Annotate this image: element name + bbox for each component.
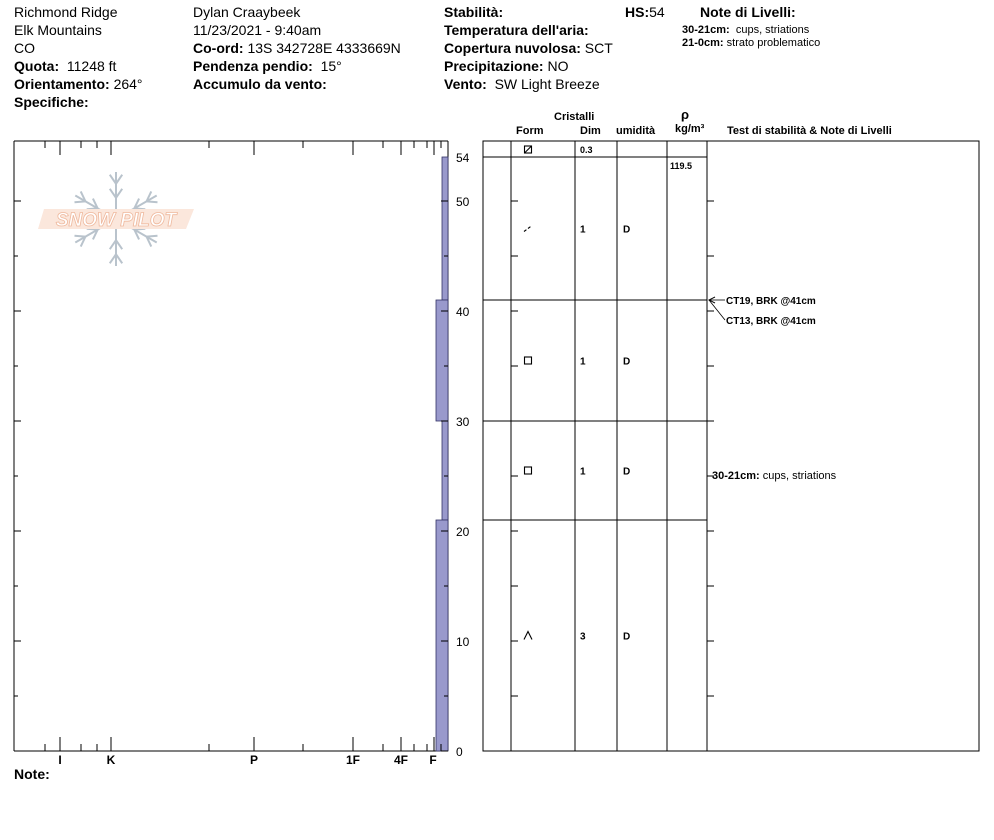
depth-label: 40 bbox=[456, 305, 470, 319]
depth-label: 20 bbox=[456, 525, 470, 539]
wind-loading-label: Accumulo da vento: bbox=[193, 76, 327, 92]
location-name: Richmond Ridge bbox=[14, 4, 118, 20]
layer-note-2-range: 21-0cm: bbox=[682, 37, 724, 49]
moisture-value: D bbox=[623, 356, 631, 368]
sky-label: Copertura nuvolosa: bbox=[444, 40, 581, 56]
surface-grain-size: 0.3 bbox=[580, 145, 593, 155]
wind-value: SW Light Breeze bbox=[494, 76, 600, 92]
hs-label: HS: bbox=[625, 4, 650, 20]
sky-value: SCT bbox=[584, 40, 613, 56]
hardness-bars bbox=[436, 157, 448, 751]
state: CO bbox=[14, 40, 35, 56]
depth-hoar-icon bbox=[524, 632, 532, 640]
hardness-label: K bbox=[106, 753, 116, 767]
decomposing-fragments-icon bbox=[524, 226, 532, 232]
faceted-crystals-icon bbox=[525, 357, 532, 364]
cristalli-header: Cristalli bbox=[554, 111, 595, 123]
hardness-label: F bbox=[429, 753, 437, 767]
layer-comment bbox=[712, 470, 837, 482]
specifics-label: Specifiche: bbox=[14, 94, 89, 110]
moisture-value: D bbox=[623, 466, 631, 478]
grain-size-value: 1 bbox=[580, 356, 586, 368]
slope-label: Pendenza pendio: bbox=[193, 58, 313, 74]
observer-name: Dylan Craaybeek bbox=[193, 4, 301, 20]
snowflake-branch bbox=[75, 236, 86, 237]
tests-notes-header: Test di stabilità & Note di Livelli bbox=[727, 125, 892, 137]
mountain-range: Elk Mountains bbox=[14, 22, 102, 38]
slope-value: 15° bbox=[320, 58, 342, 74]
hs-value: 54 bbox=[649, 4, 665, 20]
snowpilot-logo bbox=[38, 172, 194, 266]
hardness-label: 4F bbox=[393, 753, 409, 767]
logo-text: SNOW PILOT bbox=[55, 210, 177, 231]
layer-note-1-text: cups, striations bbox=[735, 24, 810, 36]
hardness-bar-1 bbox=[442, 157, 448, 300]
stability-label: Stabilità: bbox=[444, 4, 504, 20]
snowflake-branch bbox=[75, 201, 86, 202]
air-temp-label: Temperatura dell'aria: bbox=[444, 22, 589, 38]
precip-label: Precipitazione: bbox=[444, 58, 544, 74]
rho-header: ρ bbox=[681, 107, 690, 122]
aspect-value: 264° bbox=[113, 76, 143, 92]
snowflake-branch bbox=[147, 201, 158, 202]
hardness-label: 1F bbox=[345, 753, 361, 767]
depth-label: 30 bbox=[456, 415, 470, 429]
stability-annotations bbox=[709, 296, 837, 482]
observation-datetime: 11/23/2021 - 9:40am bbox=[193, 22, 322, 38]
stability-test-leader bbox=[709, 300, 725, 320]
stability-test-label: CT13, BRK @41cm bbox=[726, 316, 816, 327]
layer-note-2-text: strato problematico bbox=[726, 37, 821, 49]
wind-label: Vento: bbox=[444, 76, 487, 92]
dim-header: Dim bbox=[580, 125, 601, 137]
layer-comment-text: cups, striations bbox=[762, 470, 837, 482]
hardness-bar-3 bbox=[442, 421, 448, 520]
faceted-crystals-icon bbox=[525, 467, 532, 474]
profile-table-frame bbox=[483, 141, 979, 751]
form-header: Form bbox=[516, 125, 544, 137]
elevation-value: 11248 ft bbox=[66, 58, 117, 74]
snowflake-branch bbox=[147, 236, 158, 237]
profile-table-layers bbox=[483, 145, 707, 643]
coord-value: 13S 342728E 4333669N bbox=[247, 40, 401, 56]
hardness-label: P bbox=[249, 753, 259, 767]
layer-note-1-range: 30-21cm: bbox=[682, 24, 730, 36]
elevation-label: Quota: bbox=[14, 58, 60, 74]
hardness-ticks bbox=[45, 141, 441, 767]
moisture-header: umidità bbox=[616, 125, 656, 137]
grain-size-value: 3 bbox=[580, 631, 586, 643]
moisture-value: D bbox=[623, 631, 631, 643]
depth-label: 50 bbox=[456, 195, 470, 209]
notes-label: Note: bbox=[14, 766, 50, 782]
grain-size-value: 1 bbox=[580, 466, 586, 478]
depth-label: 0 bbox=[456, 745, 463, 759]
density-unit-header: kg/m³ bbox=[675, 123, 705, 135]
grain-size-value: 1 bbox=[580, 224, 586, 236]
aspect-label: Orientamento: bbox=[14, 76, 110, 92]
depth-label: 10 bbox=[456, 635, 470, 649]
moisture-value: D bbox=[623, 224, 631, 236]
hardness-label: I bbox=[58, 753, 62, 767]
depth-label: 54 bbox=[456, 151, 470, 165]
coord-label: Co-ord: bbox=[193, 40, 244, 56]
hardness-bar-2 bbox=[436, 300, 448, 421]
stability-test-label: CT19, BRK @41cm bbox=[726, 296, 816, 307]
surface-hoar-icon-slash bbox=[525, 146, 532, 153]
layer-notes-title: Note di Livelli: bbox=[700, 4, 796, 20]
profile-table-ticks bbox=[511, 201, 714, 751]
layer-comment-range: 30-21cm: bbox=[712, 470, 763, 482]
precip-value: NO bbox=[547, 58, 569, 74]
hardness-bar-4 bbox=[436, 520, 448, 751]
density-value: 119.5 bbox=[670, 161, 693, 171]
